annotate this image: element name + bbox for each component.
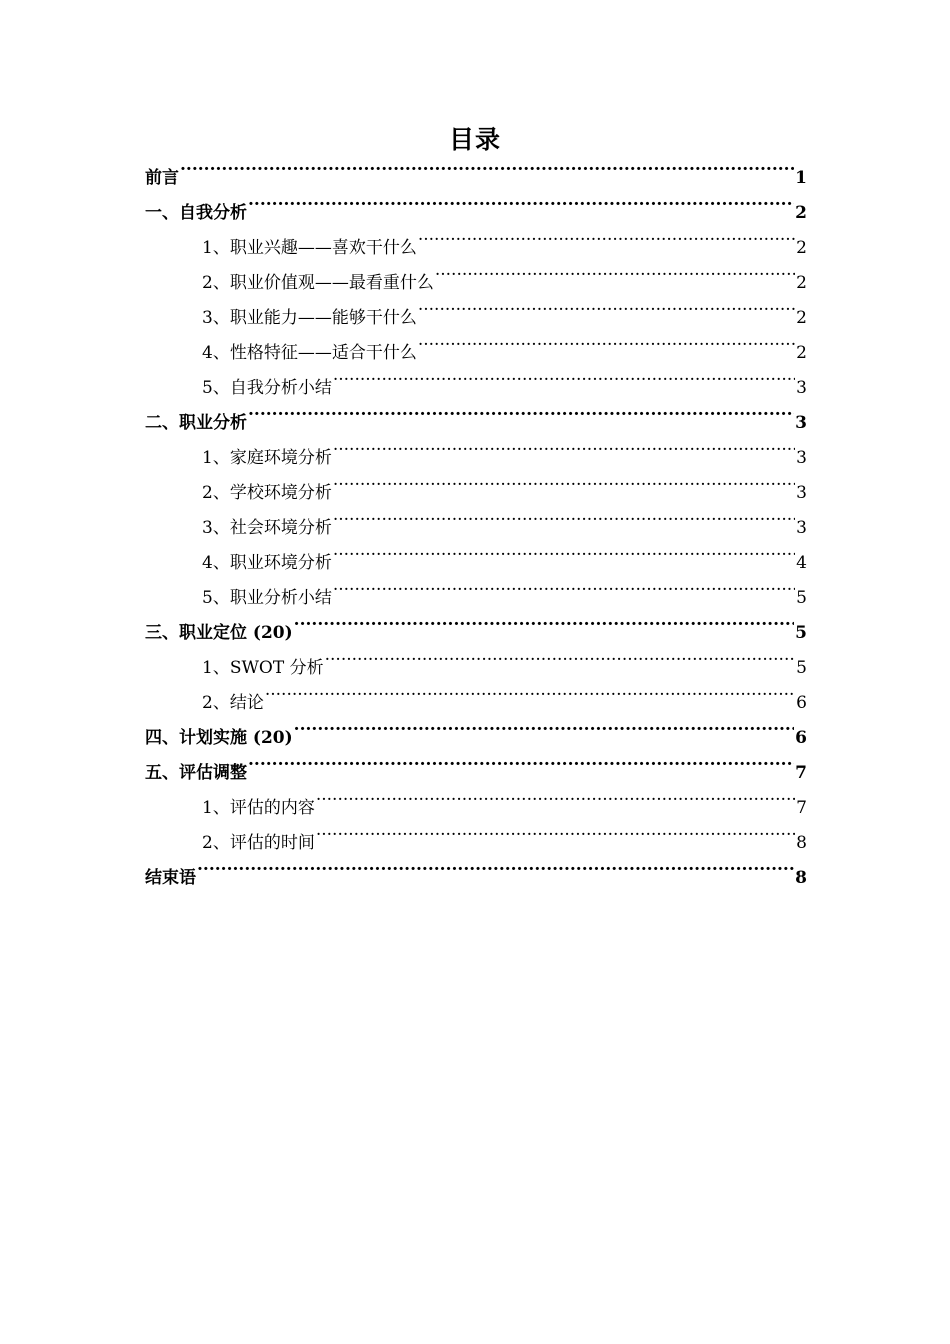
toc-dot-leader	[333, 498, 795, 533]
toc-dot-leader	[333, 568, 795, 603]
toc-entry-label: 2、评估的时间	[202, 833, 315, 853]
toc-dot-leader	[418, 218, 795, 253]
toc-entry[interactable]	[145, 148, 807, 188]
toc-entry-page-number: 5	[796, 658, 807, 678]
toc-dot-leader	[333, 463, 795, 498]
toc-entry-page-number: 5	[796, 588, 807, 608]
toc-entry-page-number: 7	[796, 798, 807, 818]
toc-entry-label: 2、结论	[202, 693, 264, 713]
toc-entry-label: 1、家庭环境分析	[202, 448, 332, 468]
toc-dot-leader	[248, 183, 794, 218]
toc-entry-page-number: 8	[795, 868, 807, 888]
toc-entry-page-number: 6	[796, 693, 807, 713]
toc-entry-label: 结束语	[145, 868, 196, 888]
toc-entry-page-number: 6	[795, 728, 807, 748]
toc-entry-label: 1、SWOT 分析	[202, 658, 324, 678]
toc-entry-label: 2、职业价值观——最看重什么	[202, 273, 434, 293]
toc-entry-label: 一、自我分析	[145, 203, 247, 223]
toc-entry-label: 4、职业环境分析	[202, 553, 332, 573]
table-of-contents	[145, 148, 807, 888]
toc-title: 目录	[448, 125, 501, 154]
toc-entry-page-number: 1	[795, 168, 807, 188]
toc-entry-label: 前言	[145, 168, 179, 188]
toc-dot-leader	[418, 288, 795, 323]
toc-entry-label: 1、职业兴趣——喜欢干什么	[202, 238, 417, 258]
toc-dot-leader	[316, 778, 795, 813]
toc-entry-label: 五、评估调整	[145, 763, 247, 783]
toc-entry-page-number: 3	[796, 448, 807, 468]
toc-entry-page-number: 3	[796, 483, 807, 503]
toc-entry-page-number: 2	[796, 343, 807, 363]
toc-entry-label: 2、学校环境分析	[202, 483, 332, 503]
toc-dot-leader	[294, 603, 794, 638]
toc-dot-leader	[333, 533, 795, 568]
toc-dot-leader	[294, 708, 794, 743]
toc-entry-page-number: 2	[796, 238, 807, 258]
toc-entry-page-number: 3	[796, 518, 807, 538]
toc-dot-leader	[265, 673, 795, 708]
toc-dot-leader	[325, 638, 796, 673]
toc-entry-page-number: 7	[795, 763, 807, 783]
toc-entry-label: 5、自我分析小结	[202, 378, 332, 398]
toc-entry-label: 三、职业定位 (20)	[145, 623, 293, 643]
toc-dot-leader	[333, 358, 795, 393]
toc-entry-page-number: 3	[795, 413, 807, 433]
toc-entry-label: 1、评估的内容	[202, 798, 315, 818]
toc-dot-leader	[316, 813, 795, 848]
toc-entry[interactable]	[145, 183, 807, 223]
toc-dot-leader	[197, 848, 794, 883]
toc-entry-label: 3、社会环境分析	[202, 518, 332, 538]
toc-entry-label: 4、性格特征——适合干什么	[202, 343, 417, 363]
toc-entry-label: 四、计划实施 (20)	[145, 728, 293, 748]
toc-entry-page-number: 5	[795, 623, 807, 643]
toc-entry-page-number: 3	[796, 378, 807, 398]
toc-dot-leader	[248, 743, 794, 778]
toc-dot-leader	[333, 428, 795, 463]
toc-entry-page-number: 2	[796, 273, 807, 293]
toc-dot-leader	[435, 253, 795, 288]
toc-entry-label: 二、职业分析	[145, 413, 247, 433]
toc-dot-leader	[418, 323, 795, 358]
toc-dot-leader	[180, 148, 794, 183]
toc-entry-page-number: 2	[795, 203, 807, 223]
toc-entry-page-number: 4	[796, 553, 807, 573]
toc-dot-leader	[248, 393, 794, 428]
toc-entry-page-number: 2	[796, 308, 807, 328]
toc-entry[interactable]	[145, 848, 807, 888]
toc-entry-page-number: 8	[796, 833, 807, 853]
toc-entry-label: 3、职业能力——能够干什么	[202, 308, 417, 328]
toc-entry-label: 5、职业分析小结	[202, 588, 332, 608]
